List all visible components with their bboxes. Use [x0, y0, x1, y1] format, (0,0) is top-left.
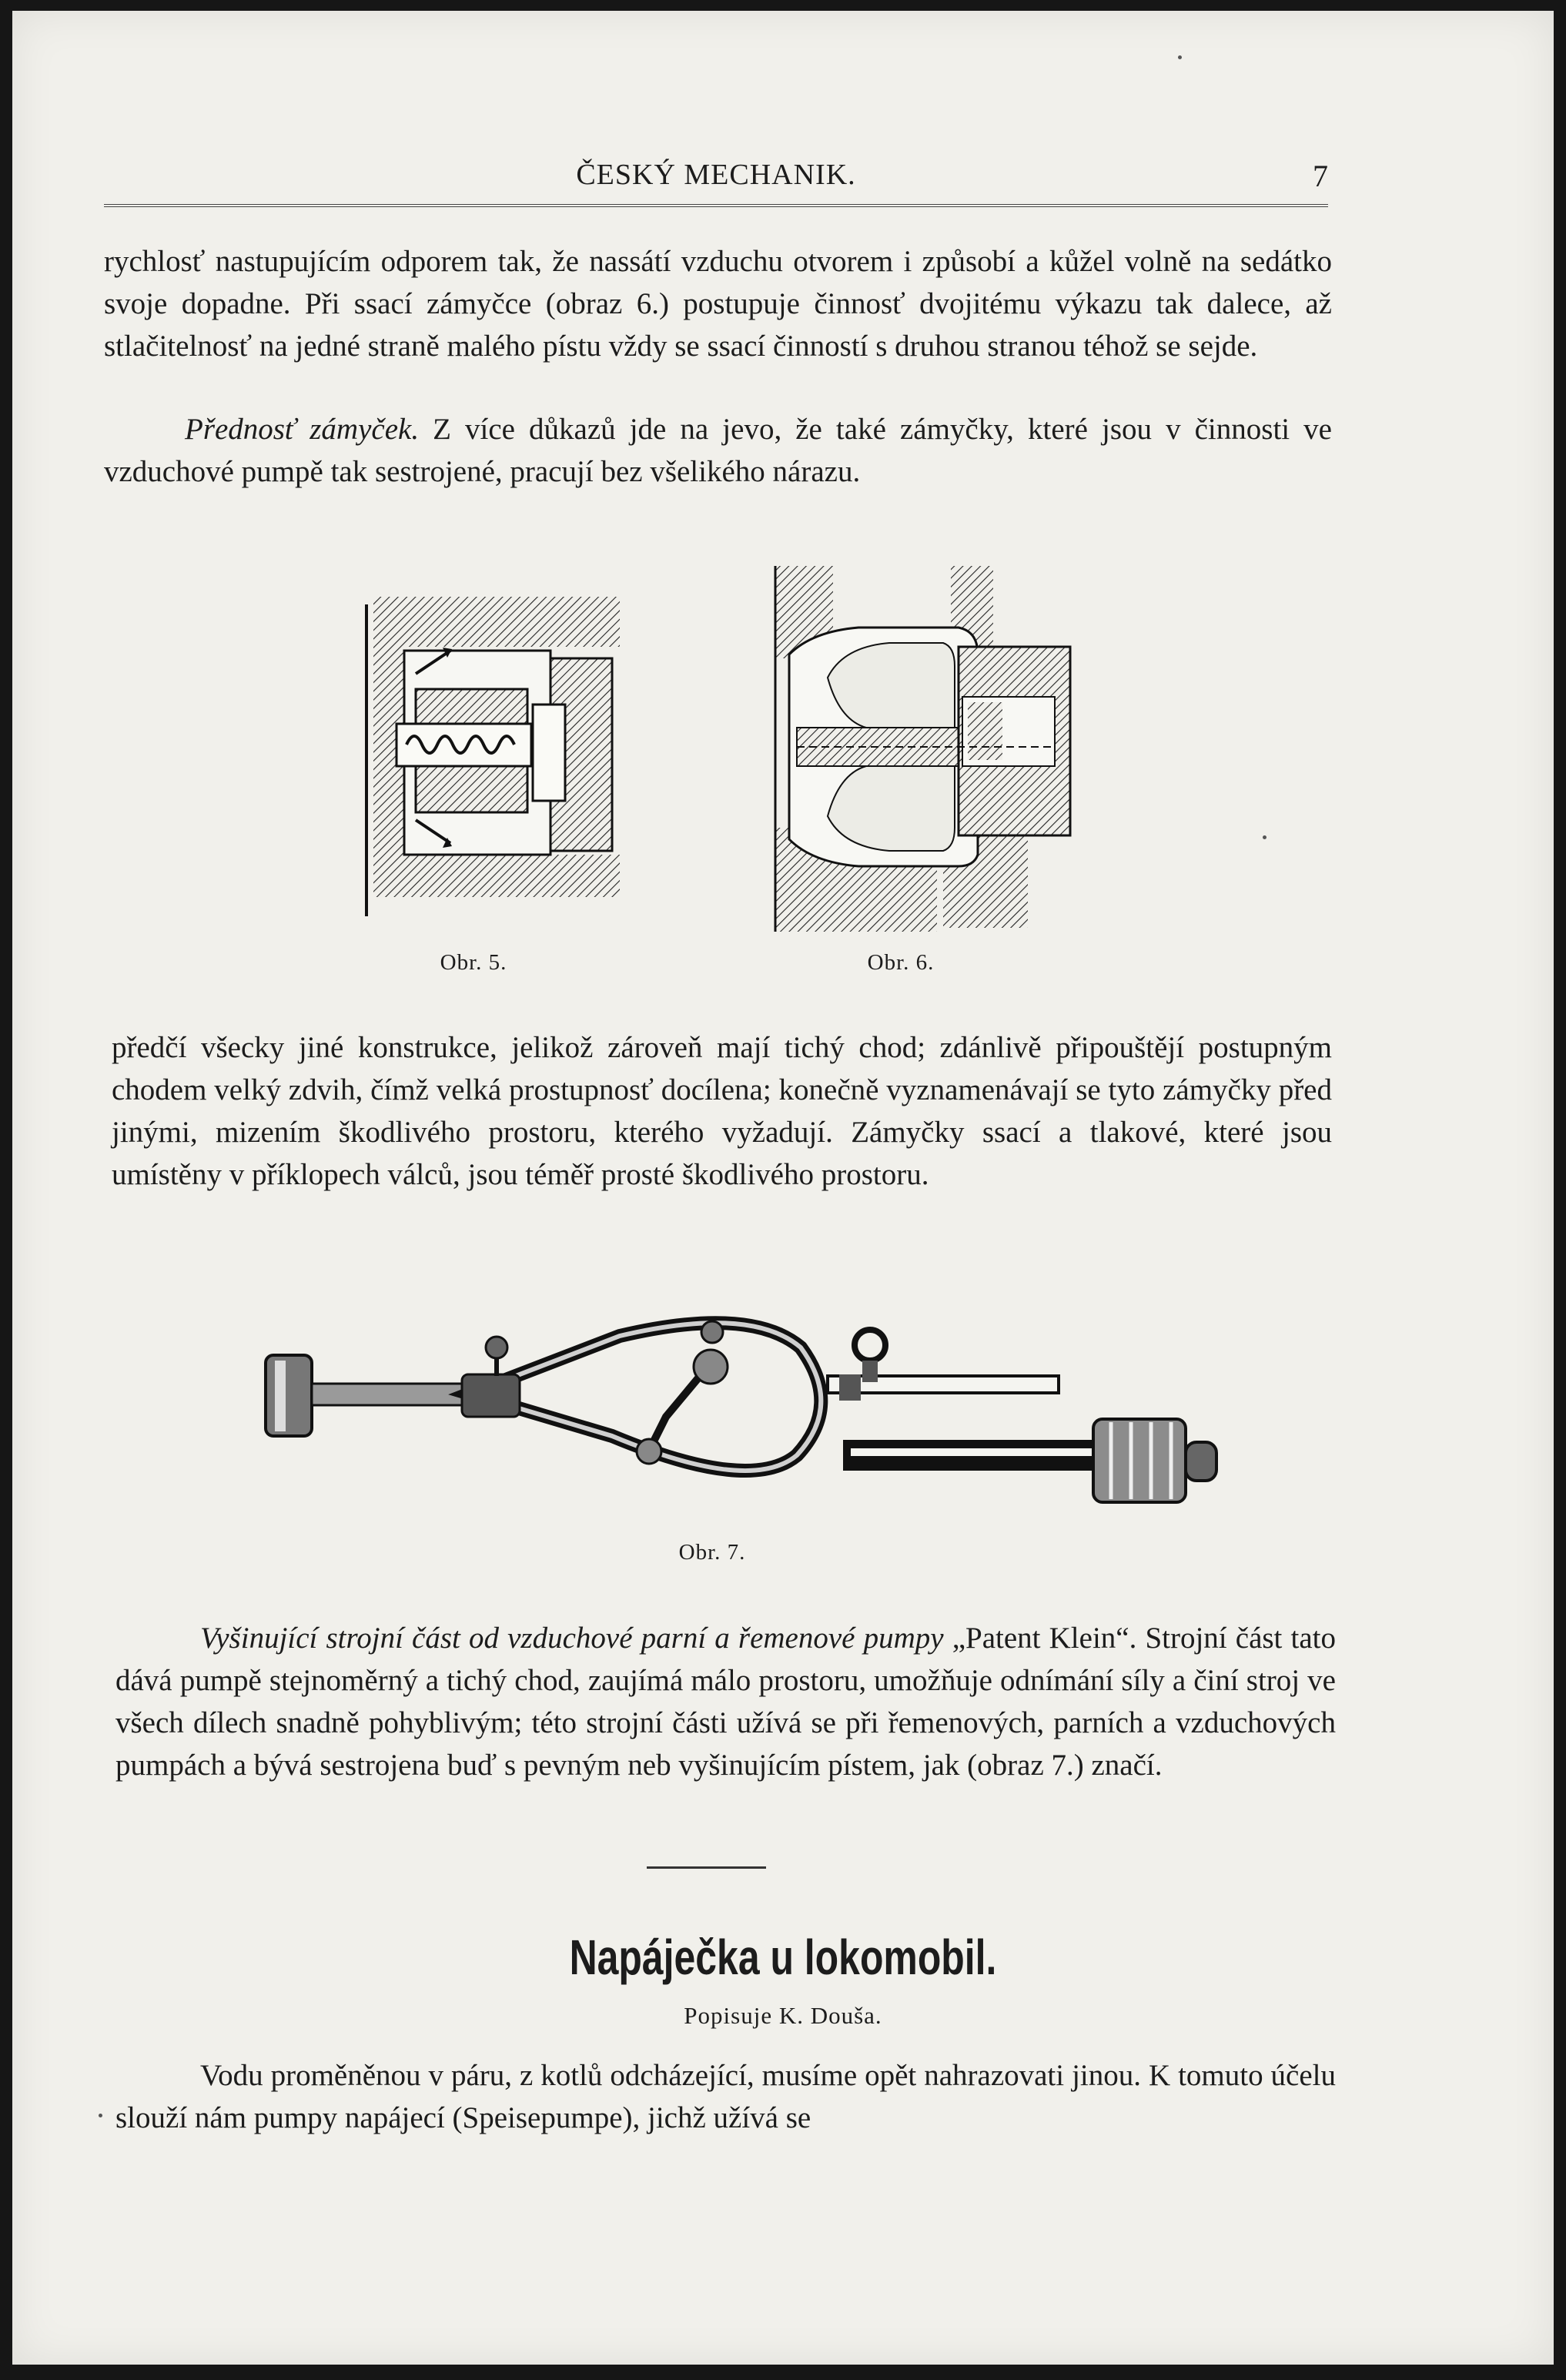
print-speck [99, 2114, 102, 2117]
paragraph-3: předčí všecky jiné konstrukce, jelikož zároveň mají tichý chod; zdánlivě připouštějí postupným chodem velký zdvih, čímž velká prostupnosť docílena; konečně vyznamenávají se tyto zámyčky před jinými, mizením škodlivého prostoru, kterého vyžadují. Zámyčky ssací a tlakové, které jsou umístěny v příklopech válců, jsou téměř prosté škodlivého prostoru. [112, 1031, 1332, 1191]
paragraph-2 [104, 408, 1332, 493]
print-speck [1263, 835, 1267, 839]
paragraph-1: rychlosť nastupujícím odporem tak, že nassátí vzduchu otvorem i způsobí a kůžel volně na sedátko svoje dopadne. Při ssací zámyčce (obraz 6.) postupuje činnosť dvojitému výkazu tak dalece, až stlačitelnosť na jedné straně malého pístu vždy se ssací činností s druhou stranou téhož se sejde. [104, 245, 1332, 363]
running-title: ČESKÝ MECHANIK. [576, 159, 856, 191]
figure-7-caption: Obr. 7. [678, 1540, 746, 1565]
figure-6-valve-drawing [766, 562, 1078, 936]
running-head [104, 158, 1328, 207]
paragraph-5-text: Vodu proměněnou v páru, z kotlů odcházející, musíme opět nahrazovati jinou. K tomuto účelu slouží nám pumpy napájecí (Speisepumpe), jichž užívá se [115, 2059, 1336, 2134]
section-byline: Popisuje K. Douša. [684, 2002, 882, 2029]
section-title: Napáječka u lokomobil. [569, 1930, 997, 1985]
paragraph-5 [115, 2054, 1336, 2139]
paragraph-4 [115, 1617, 1336, 1786]
figure-7-machine-part-drawing [258, 1290, 1228, 1513]
paragraph-4-text: „Patent Klein“. Strojní část tato dává pumpě stejnoměrný a tichý chod, zaujímá málo prostoru, umožňuje odnímání síly a činí stroj ve všech dílech snadně pohyblivým; této strojní části užívá se při řemenových, parních a vzduchových pumpách a bývá sestrojena buď s pevným neb vyšinujícím pístem, jak (obraz 7.) značí. [115, 1622, 1337, 1782]
figure-5-valve-drawing [362, 589, 627, 916]
section-divider [647, 1866, 766, 1869]
paragraph-2-lead: Přednosť zámyček. [185, 413, 420, 446]
page-number: 7 [1313, 159, 1328, 193]
paragraph-4-lead: Vyšinující strojní část od vzduchové parní a řemenové pumpy [200, 1622, 944, 1655]
figure-5-caption: Obr. 5. [440, 950, 507, 975]
figure-6-caption: Obr. 6. [867, 950, 935, 975]
paragraph-2-text: Z více důkazů jde na jevo, že také zámyčky, které jsou v činnosti ve vzduchové pumpě tak sestrojené, pracují bez všelikého nárazu. [104, 413, 1332, 488]
print-speck [1178, 55, 1182, 59]
